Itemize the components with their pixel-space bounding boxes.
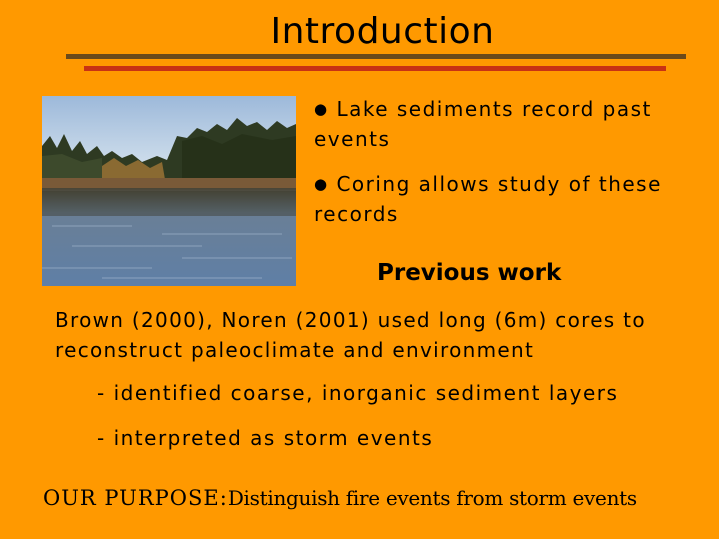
purpose-statement (43, 483, 637, 513)
bullet-coring (314, 169, 709, 229)
sub-point-storm-events (97, 423, 433, 453)
bullet-lake-sediments (314, 94, 709, 154)
lake-photo-image (42, 96, 296, 286)
lake-photo (42, 96, 296, 286)
purpose-label: OUR PURPOSE: (43, 486, 228, 510)
previous-work-paragraph: Brown (2000), Noren (2001) used long (6m) cores to reconstruct paleoclimate and environment (55, 308, 646, 362)
title-underline-dark (66, 54, 686, 59)
bullet-marker: ● (314, 175, 329, 193)
sub-point-coarse-layers (97, 378, 618, 408)
bullet-text: Coring allows study of these records (314, 172, 662, 226)
bullet-marker: ● (314, 100, 329, 118)
dash-marker: - (97, 426, 106, 450)
sub-point-text: interpreted as storm events (113, 426, 434, 450)
subheading-previous-work: Previous work (377, 260, 562, 286)
title-underline-red (84, 66, 666, 71)
sub-point-text: identified coarse, inorganic sediment layers (113, 381, 619, 405)
purpose-text: Distinguish fire events from storm events (227, 486, 637, 510)
bullet-text: Lake sediments record past events (314, 97, 652, 151)
slide-title: Introduction (270, 11, 495, 52)
dash-marker: - (97, 381, 106, 405)
